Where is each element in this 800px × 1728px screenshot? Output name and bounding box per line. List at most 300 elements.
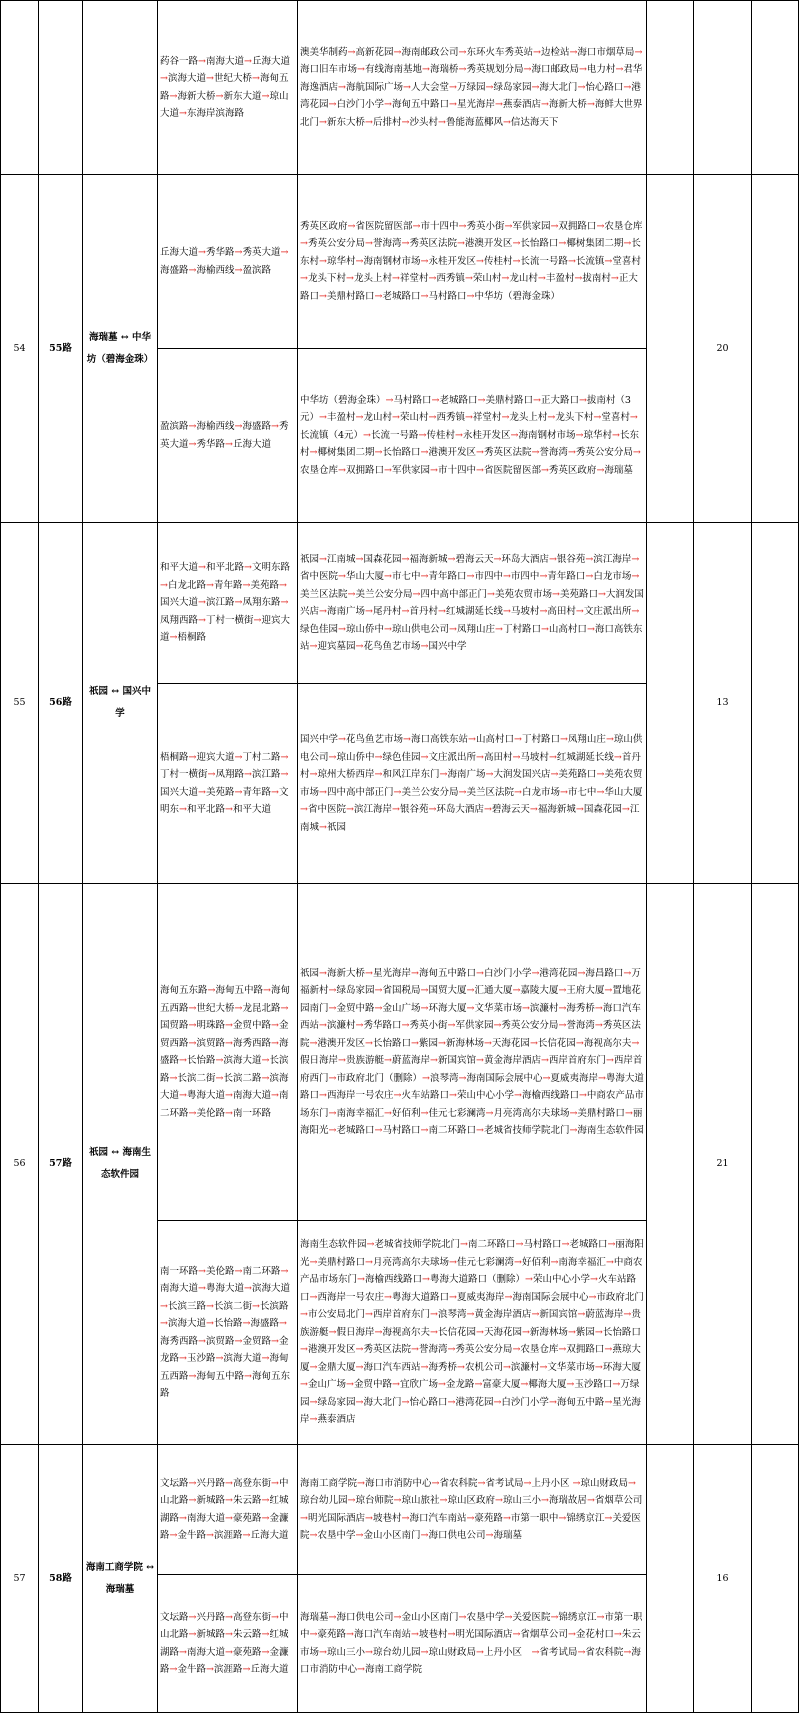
arrow-icon: → — [384, 571, 392, 582]
arrow-icon: → — [280, 1002, 289, 1014]
arrow-icon: → — [198, 247, 206, 258]
arrow-icon: → — [524, 1274, 533, 1286]
arrow-icon: → — [300, 1512, 308, 1524]
arrow-icon: → — [401, 238, 410, 250]
arrow-icon: → — [448, 1291, 457, 1303]
arrow-icon: → — [403, 734, 411, 745]
arrow-icon: → — [374, 1125, 383, 1136]
arrow-icon: → — [531, 1309, 540, 1321]
arrow-icon: → — [410, 1344, 419, 1356]
road-path: 梧桐路→迎宾大道→丁村二路→丁村一横街→凤翔路→滨江路→国兴大道→美苑路→青年路→文明东→和平北路→和平大道 — [158, 684, 298, 884]
stop-list: 秀英区政府→省医院留医部→市十四中→秀英小街→军供家园→双拥路口→农垦仓库→秀英公安分局→誉海湾→秀英区法院→港澳开发区→长怡路口→椰树集团二期→长东村→琼华村→海南钢材市场→永桂开发区→传桂村→长流一号路→长流镇→堂喜村→龙头下村→龙头上村→祥堂村→西秀镇→荣山村→龙山村→丰盈村→拔南村→正大路口→美鼎村路口→老城路口→马村路口→中华坊（碧海金珠） — [298, 175, 647, 349]
arrow-icon: → — [338, 464, 346, 476]
arrow-icon: → — [328, 1611, 337, 1623]
arrow-icon: → — [494, 623, 503, 635]
arrow-icon: → — [364, 1512, 373, 1524]
arrow-icon: → — [328, 1107, 337, 1119]
blank-cell — [647, 175, 694, 523]
arrow-icon: → — [448, 623, 457, 635]
blank-cell — [752, 175, 799, 523]
route-number: 56 — [1, 884, 39, 1445]
arrow-icon: → — [410, 1629, 419, 1640]
arrow-icon: → — [328, 1326, 337, 1338]
arrow-icon: → — [585, 553, 594, 565]
arrow-icon: → — [540, 464, 549, 476]
arrow-icon: → — [365, 1646, 373, 1658]
arrow-icon: → — [558, 1344, 567, 1356]
arrow-icon: → — [574, 273, 583, 285]
arrow-icon: → — [169, 90, 178, 102]
arrow-icon: → — [188, 1629, 197, 1640]
arrow-icon: → — [429, 464, 438, 476]
arrow-icon: → — [569, 1125, 578, 1136]
arrow-icon: → — [501, 273, 510, 285]
arrow-icon: → — [577, 1646, 586, 1658]
arrow-icon: → — [205, 579, 214, 591]
arrow-icon: → — [188, 1370, 197, 1382]
interval — [694, 1, 752, 175]
arrow-icon: → — [179, 108, 187, 119]
road-path: 文坛路→兴丹路→高登东街→中山北路→新城路→朱云路→红城湖路→南海大道→豪苑路→金濂路→金牛路→滨涯路→丘海大道 — [158, 1445, 298, 1575]
arrow-icon: → — [558, 985, 567, 996]
arrow-icon: → — [502, 571, 511, 582]
arrow-icon: → — [456, 1361, 465, 1373]
arrow-icon: → — [504, 220, 513, 232]
table-row — [1, 1, 799, 175]
line-name: 55路 — [39, 175, 83, 523]
arrow-icon: → — [198, 1283, 206, 1294]
arrow-icon: → — [410, 1037, 419, 1049]
stop-list: 海南生态软件园→老城省技师学院北门→南二环路口→马村路口→老城路口→丽海阳光→美鼎村路口→月亮湾高尔夫球场→佳元七彩澜湾→好佰利→南海幸福汇→中商农产品市场东门→海榆西线路口→粤海大道路口（删除）→荣山中心小学→火车站路口→西海岸一号农庄→粤海大道路口→夏威夷海岸→海南国际会展中心→市政府北门→市公安局北门→西岸首府东门→浪琴湾→黄金海岸酒店→新国宾馆→蔚蓝海岸→贵族游艇→假日海岸→海视高尔夫→长信花园→天海花园→新海林场→紫园→长怡路口→港澳开发区→秀英区法院→誉海湾→秀英公安分局→农垦仓库→双拥路口→燕琼大厦→金鼎大厦→海口汽车西站→海秀桥→农机公司→滨濂村→文华菜市场→环海大厦→金山广场→金贸中路→宜欣广场→金龙路→富豪大厦→椰海大厦→玉沙路口→万绿园→绿岛家园→海大北门→怡心路口→港湾花园→白沙门小学→海甸五中路→星光海岸→燕泰酒店 — [298, 1221, 647, 1445]
arrow-icon: → — [458, 786, 467, 798]
arrow-icon: → — [280, 597, 289, 609]
arrow-icon: → — [355, 255, 364, 267]
line-name: 57路 — [39, 884, 83, 1445]
arrow-icon: → — [355, 1530, 364, 1541]
arrow-icon: → — [234, 264, 243, 276]
arrow-icon: → — [604, 255, 613, 267]
arrow-icon: → — [160, 1300, 168, 1312]
arrow-icon: → — [420, 1646, 429, 1658]
arrow-icon: → — [328, 985, 337, 996]
arrow-icon: → — [188, 1020, 197, 1031]
interval: 13 — [694, 523, 752, 884]
arrow-icon: → — [593, 412, 602, 424]
arrow-icon: → — [577, 967, 586, 979]
arrow-icon: → — [328, 1125, 337, 1136]
arrow-icon: → — [355, 1396, 364, 1408]
arrow-icon: → — [225, 1646, 233, 1658]
arrow-icon: → — [575, 606, 584, 617]
arrow-icon: → — [594, 1020, 603, 1031]
arrow-icon: → — [439, 769, 448, 780]
arrow-icon: → — [309, 769, 318, 780]
arrow-icon: → — [401, 116, 410, 128]
arrow-icon: → — [512, 1344, 521, 1356]
arrow-icon: → — [347, 46, 356, 58]
arrow-icon: → — [510, 429, 519, 441]
arrow-icon: → — [278, 1318, 287, 1329]
arrow-icon: → — [512, 255, 521, 267]
arrow-icon: → — [429, 1309, 438, 1321]
arrow-icon: → — [234, 786, 243, 798]
arrow-icon: → — [188, 421, 197, 432]
arrow-icon: → — [198, 562, 206, 574]
arrow-icon: → — [384, 623, 392, 635]
arrow-icon: → — [624, 1107, 633, 1119]
arrow-icon: → — [447, 1629, 456, 1640]
arrow-icon: → — [475, 1055, 484, 1066]
arrow-icon: → — [261, 1072, 270, 1084]
arrow-icon: → — [261, 1495, 270, 1506]
arrow-icon: → — [631, 553, 640, 565]
arrow-icon: → — [420, 641, 429, 652]
arrow-icon: → — [188, 1002, 197, 1014]
arrow-icon: → — [393, 1090, 402, 1101]
arrow-icon: → — [460, 1239, 468, 1251]
arrow-icon: → — [420, 1361, 429, 1373]
arrow-icon: → — [485, 1107, 494, 1119]
arrow-icon: → — [540, 1495, 549, 1506]
arrow-icon: → — [585, 571, 594, 582]
arrow-icon: → — [596, 1611, 605, 1623]
arrow-icon: → — [613, 1629, 622, 1640]
arrow-icon: → — [569, 1107, 578, 1119]
blank-cell — [647, 1445, 694, 1713]
arrow-icon: → — [309, 1414, 318, 1426]
arrow-icon: → — [338, 734, 346, 745]
arrow-icon: → — [355, 1361, 364, 1373]
stop-list: 祇园→海新大桥→星光海岸→海甸五中路口→白沙门小学→港湾花园→海昌路口→万福新村→绿岛家园→省国税局→国贸大厦→汇通大厦→嘉陵大厦→王府大厦→置地花园南门→金贸中路→金山广场→环海大厦→文华菜市场→滨濂村→海秀桥→海口汽车西站→滨濂村→秀华路口→秀英小街→军供家园→秀英公安分局→誉海湾→秀英区法院→港澳开发区→长怡路口→紫园→新海林场→天海花园→长信花园→海视高尔夫→假日海岸→贵族游艇→蔚蓝海岸→新国宾馆→黄金海岸酒店→西岸首府东门→西岸首府西门→市政府北门（删除）→浪琴湾→海南国际会展中心→夏威夷海岸→粤海大道路口→西海岸一号农庄→火车站路口→荣山中心小学→海榆西线路口→中商农产品市场东门→南海幸福汇→好佰利→佳元七彩澜湾→月亮湾高尔夫球场→美鼎村路口→丽海阳光→老城路口→马村路口→南二环路口→老城省技师学院北门→海南生态软件园 — [298, 884, 647, 1221]
arrow-icon: → — [502, 116, 511, 128]
arrow-icon: → — [550, 1256, 559, 1268]
arrow-icon: → — [605, 734, 614, 745]
arrow-icon: → — [550, 1611, 559, 1623]
arrow-icon: → — [572, 1477, 581, 1489]
arrow-icon: → — [374, 751, 383, 763]
arrow-icon: → — [597, 588, 606, 600]
arrow-icon: → — [234, 1265, 243, 1277]
arrow-icon: → — [604, 1396, 613, 1408]
arrow-icon: → — [338, 1055, 346, 1066]
arrow-icon: → — [225, 1512, 233, 1524]
arrow-icon: → — [357, 1274, 365, 1286]
arrow-icon: → — [605, 1256, 614, 1268]
arrow-icon: → — [513, 1090, 522, 1101]
arrow-icon: → — [466, 1002, 475, 1014]
arrow-icon: → — [355, 412, 364, 424]
arrow-icon: → — [374, 1326, 383, 1338]
arrow-icon: → — [309, 641, 318, 652]
arrow-icon: → — [466, 290, 475, 302]
road-path: 和平大道→和平北路→文明东路→白龙北路→青年路→美苑路→国兴大道→滨江路→凤翔东路→凤翔西路→丁村一横街→迎宾大道→梧桐路 — [158, 523, 298, 684]
arrow-icon: → — [393, 46, 402, 58]
arrow-icon: → — [261, 1646, 270, 1658]
arrow-icon: → — [225, 1629, 233, 1640]
arrow-icon: → — [578, 394, 587, 406]
arrow-icon: → — [365, 1037, 373, 1049]
arrow-icon: → — [632, 447, 641, 459]
arrow-icon: → — [604, 1512, 613, 1524]
arrow-icon: → — [366, 1239, 375, 1251]
arrow-icon: → — [418, 429, 427, 441]
blank-cell — [647, 523, 694, 884]
arrow-icon: → — [215, 90, 224, 102]
arrow-icon: → — [319, 821, 327, 833]
arrow-icon: → — [401, 1020, 410, 1031]
arrow-icon: → — [364, 1309, 373, 1321]
arrow-icon: → — [550, 220, 559, 232]
arrow-icon: → — [422, 1072, 430, 1084]
stop-list: 海瑞墓→海口供电公司→金山小区南门→农垦中学→关爱医院→锦绣京江→市第一职中→豪苑路→海口汽车南站→坡巷村→明光国际酒店→省烟草公司→金花村口→朱云市场→琼山三小→琼台幼儿园→琼山财政局→上丹小区 →省考试局→省农科院→海口市消防中心→海南工商学院 — [298, 1575, 647, 1713]
arrow-icon: → — [215, 1055, 224, 1066]
arrow-icon: → — [429, 1055, 438, 1066]
arrow-icon: → — [160, 1318, 168, 1329]
arrow-icon: → — [179, 1090, 187, 1101]
arrow-icon: → — [385, 394, 394, 406]
arrow-icon: → — [225, 1611, 233, 1623]
arrow-icon: → — [309, 1629, 318, 1640]
arrow-icon: → — [486, 588, 495, 600]
arrow-icon: → — [464, 412, 473, 424]
arrow-icon: → — [477, 394, 486, 406]
arrow-icon: → — [501, 412, 510, 424]
arrow-icon: → — [338, 81, 346, 93]
arrow-icon: → — [261, 1055, 270, 1066]
arrow-icon: → — [188, 1495, 197, 1506]
arrow-icon: → — [169, 1072, 178, 1084]
arrow-icon: → — [539, 571, 548, 582]
arrow-icon: → — [346, 1629, 354, 1640]
arrow-icon: → — [280, 751, 289, 763]
arrow-icon: → — [494, 99, 503, 111]
arrow-icon: → — [475, 967, 484, 979]
arrow-icon: → — [558, 1020, 567, 1031]
arrow-icon: → — [251, 1300, 260, 1312]
arrow-icon: → — [251, 73, 260, 84]
arrow-icon: → — [540, 623, 549, 635]
arrow-icon: → — [270, 1090, 279, 1101]
stop-list: 国兴中学→花鸟鱼艺市场→海口高铁东站→山高村口→丁村路口→凤翔山庄→琼山供电公司→琼山侨中→绿色佳园→文庄派出所→高田村→马坡村→红城湖延长线→首丹村→琼州大桥西岸→和风江岸东门→海南广场→大润发国兴店→美苑路口→美苑农贸市场→四中高中部正门→美兰公安分局→美兰区法院→白龙市场→市七中→华山大厦→省中医院→滨江海岸→银谷苑→环岛大酒店→碧海云天→福海新城→国森花园→江南城→祇园 — [298, 684, 647, 884]
arrow-icon: → — [253, 614, 262, 626]
arrow-icon: → — [391, 273, 400, 285]
arrow-icon: → — [393, 786, 402, 798]
arrow-icon: → — [466, 1512, 475, 1524]
arrow-icon: → — [485, 769, 494, 780]
arrow-icon: → — [384, 464, 392, 476]
arrow-icon: → — [589, 1274, 598, 1286]
arrow-icon: → — [431, 394, 440, 406]
arrow-icon: → — [627, 1477, 636, 1489]
arrow-icon: → — [328, 99, 337, 111]
arrow-icon: → — [384, 99, 392, 111]
arrow-icon: → — [412, 220, 421, 232]
arrow-icon: → — [374, 985, 383, 996]
arrow-icon: → — [179, 804, 187, 815]
arrow-icon: → — [551, 588, 560, 600]
road-path: 海甸五东路→海甸五中路→海甸五西路→世纪大桥→龙昆北路→国贸路→明珠路→金贸中路→金贸西路→滨贸路→海秀西路→海盛路→长怡路→滨海大道→长滨路→长滨二街→长滨二路→滨海大道→粤海大道→南海大道→南二环路→美伦路→南一环路 — [158, 884, 298, 1221]
arrow-icon: → — [363, 429, 372, 441]
arrow-icon: → — [225, 1495, 233, 1506]
arrow-icon: → — [319, 1090, 327, 1101]
arrow-icon: → — [540, 1055, 549, 1066]
arrow-icon: → — [512, 1629, 521, 1640]
arrow-icon: → — [483, 804, 492, 815]
arrow-icon: → — [215, 1353, 224, 1364]
blank-cell — [752, 523, 799, 884]
arrow-icon: → — [234, 1335, 243, 1347]
arrow-icon: → — [309, 1291, 318, 1303]
arrow-icon: → — [188, 438, 197, 450]
arrow-icon: → — [623, 1309, 632, 1321]
arrow-icon: → — [309, 447, 318, 459]
arrow-icon: → — [612, 1379, 621, 1391]
arrow-icon: → — [420, 985, 429, 996]
arrow-icon: → — [467, 734, 476, 745]
arrow-icon: → — [596, 786, 605, 798]
arrow-icon: → — [401, 1512, 410, 1524]
arrow-icon: → — [205, 1318, 214, 1329]
arrow-icon: → — [365, 606, 373, 617]
arrow-icon: → — [605, 1055, 614, 1066]
arrow-icon: → — [270, 1335, 279, 1347]
arrow-icon: → — [263, 985, 271, 996]
arrow-icon: → — [439, 1495, 448, 1506]
arrow-icon: → — [338, 571, 346, 582]
arrow-icon: → — [198, 1335, 206, 1347]
arrow-icon: → — [207, 985, 216, 996]
arrow-icon: → — [198, 597, 206, 609]
arrow-icon: → — [578, 1090, 587, 1101]
arrow-icon: → — [422, 64, 430, 76]
terminals — [83, 1, 158, 175]
stop-list: 祇园→江南城→国森花园→福海新城→碧海云天→环岛大酒店→银谷苑→滨江海岸→省中医院→华山大厦→市七中→青年路口→市四中→市四中→青年路口→白龙市场→美兰区法院→美兰公安分局→四中高中部正门→美苑农贸市场→美苑路口→大润发国兴店→海南广场→尾丹村→首丹村→红城湖延长线→马坡村→高田村→文庄派出所→绿色佳园→琼山侨中→琼山供电公司→凤翔山庄→丁村路口→山高村口→海口高铁东站→迎宾墓园→花鸟鱼艺市场→国兴中学 — [298, 523, 647, 684]
arrow-icon: → — [597, 1072, 606, 1084]
arrow-icon: → — [225, 1477, 233, 1489]
arrow-icon: → — [458, 1611, 467, 1623]
arrow-icon: → — [447, 1344, 456, 1356]
arrow-icon: → — [347, 220, 356, 232]
arrow-icon: → — [319, 1646, 327, 1658]
road-path: 盈滨路→海榆西线→海盛路→秀英大道→秀华路→丘海大道 — [158, 349, 298, 523]
arrow-icon: → — [428, 804, 437, 815]
arrow-icon: → — [458, 64, 467, 76]
arrow-icon: → — [244, 55, 252, 67]
table-row — [1, 175, 799, 349]
arrow-icon: → — [412, 588, 421, 600]
stop-list: 海南工商学院→海口市消防中心→省农科院→省考试局→上丹小区 →琼山财政局→琼台幼儿园→琼台师院→琼山旅社→琼山区政府→琼山三小→海瑞故居→省烟草公司→明光国际酒店→坡巷村→海口汽车南站→豪苑路→市第一职中→锦绣京江→关爱医院→农垦中学→金山小区南门→海口供电公司→海瑞墓 — [298, 1445, 647, 1575]
arrow-icon: → — [611, 429, 620, 441]
arrow-icon: → — [513, 786, 522, 798]
arrow-icon: → — [280, 247, 289, 258]
terminals: 海瑞墓 ↔ 中华坊（碧海金珠） — [83, 175, 158, 523]
arrow-icon: → — [234, 597, 243, 609]
arrow-icon: → — [188, 1611, 197, 1623]
arrow-icon: → — [244, 1283, 252, 1294]
arrow-icon: → — [169, 632, 178, 644]
arrow-icon: → — [623, 1646, 632, 1658]
arrow-icon: → — [623, 238, 632, 250]
arrow-icon: → — [475, 255, 484, 267]
arrow-icon: → — [475, 464, 484, 476]
arrow-icon: → — [300, 1379, 308, 1391]
arrow-icon: → — [345, 1379, 354, 1391]
arrow-icon: → — [420, 571, 429, 582]
arrow-icon: → — [391, 804, 400, 815]
arrow-icon: → — [567, 1629, 576, 1640]
arrow-icon: → — [280, 769, 289, 780]
route-number: 57 — [1, 1445, 39, 1713]
arrow-icon: → — [365, 967, 373, 979]
arrow-icon: → — [475, 447, 484, 459]
arrow-icon: → — [577, 1309, 586, 1321]
arrow-icon: → — [319, 412, 327, 424]
arrow-icon: → — [393, 1611, 402, 1623]
arrow-icon: → — [447, 1396, 456, 1408]
arrow-icon: → — [502, 1512, 511, 1524]
arrow-icon: → — [537, 273, 546, 285]
arrow-icon: → — [169, 1530, 178, 1541]
arrow-icon: → — [523, 64, 532, 76]
arrow-icon: → — [261, 1512, 270, 1524]
arrow-icon: → — [475, 1646, 484, 1658]
arrow-icon: → — [160, 73, 168, 84]
arrow-icon: → — [179, 1353, 187, 1364]
arrow-icon: → — [179, 1646, 187, 1658]
arrow-icon: → — [319, 606, 327, 617]
arrow-icon: → — [458, 220, 467, 232]
arrow-icon: → — [319, 116, 327, 128]
arrow-icon: → — [242, 1664, 251, 1675]
line-name — [39, 1, 83, 175]
table-body — [1, 1, 799, 1713]
arrow-icon: → — [596, 769, 605, 780]
arrow-icon: → — [207, 769, 216, 780]
arrow-icon: → — [464, 273, 473, 285]
arrow-icon: → — [596, 464, 605, 476]
arrow-icon: → — [309, 1396, 318, 1408]
stop-list: 澳美华制药→高新花园→海南邮政公司→东环火车秀英站→边检站→海口市烟草局→海口旧车市场→有线海南基地→海瑞桥→秀英规划分局→海口邮政局→电力村→君华海逸酒店→海航国际广场→人大会堂→万绿园→绿岛家园→海大北门→怡心路口→港湾花园→白沙门小学→海甸五中路口→星光海岸→燕泰酒店→海新大桥→海鲜大世界北门→新东大桥→后排村→沙头村→鲁能海蓝椰风→信达海天下 — [298, 1, 647, 175]
arrow-icon: → — [604, 985, 613, 996]
arrow-icon: → — [548, 751, 557, 763]
arrow-icon: → — [615, 64, 624, 76]
arrow-icon: → — [521, 1002, 530, 1014]
arrow-icon: → — [205, 73, 214, 84]
arrow-icon: → — [520, 1379, 529, 1391]
route-number: 54 — [1, 175, 39, 523]
arrow-icon: → — [629, 412, 638, 424]
road-path: 文坛路→兴丹路→高登东街→中山北路→新城路→朱云路→红城湖路→南海大道→豪苑路→金濂路→金牛路→滨涯路→丘海大道 — [158, 1575, 298, 1713]
route-number — [1, 1, 39, 175]
arrow-icon: → — [493, 1396, 502, 1408]
arrow-icon: → — [502, 606, 511, 617]
arrow-icon: → — [475, 751, 484, 763]
arrow-icon: → — [586, 1495, 595, 1506]
arrow-icon: → — [244, 562, 252, 574]
arrow-icon: → — [300, 273, 308, 285]
arrow-icon: → — [437, 606, 446, 617]
arrow-icon: → — [634, 46, 643, 58]
arrow-icon: → — [242, 579, 251, 591]
arrow-icon: → — [410, 967, 419, 979]
arrow-icon: → — [594, 1002, 603, 1014]
arrow-icon: → — [577, 81, 586, 93]
arrow-icon: → — [550, 769, 559, 780]
blank-cell — [647, 1, 694, 175]
arrow-icon: → — [513, 734, 522, 745]
arrow-icon: → — [448, 1090, 457, 1101]
arrow-icon: → — [513, 1256, 522, 1268]
